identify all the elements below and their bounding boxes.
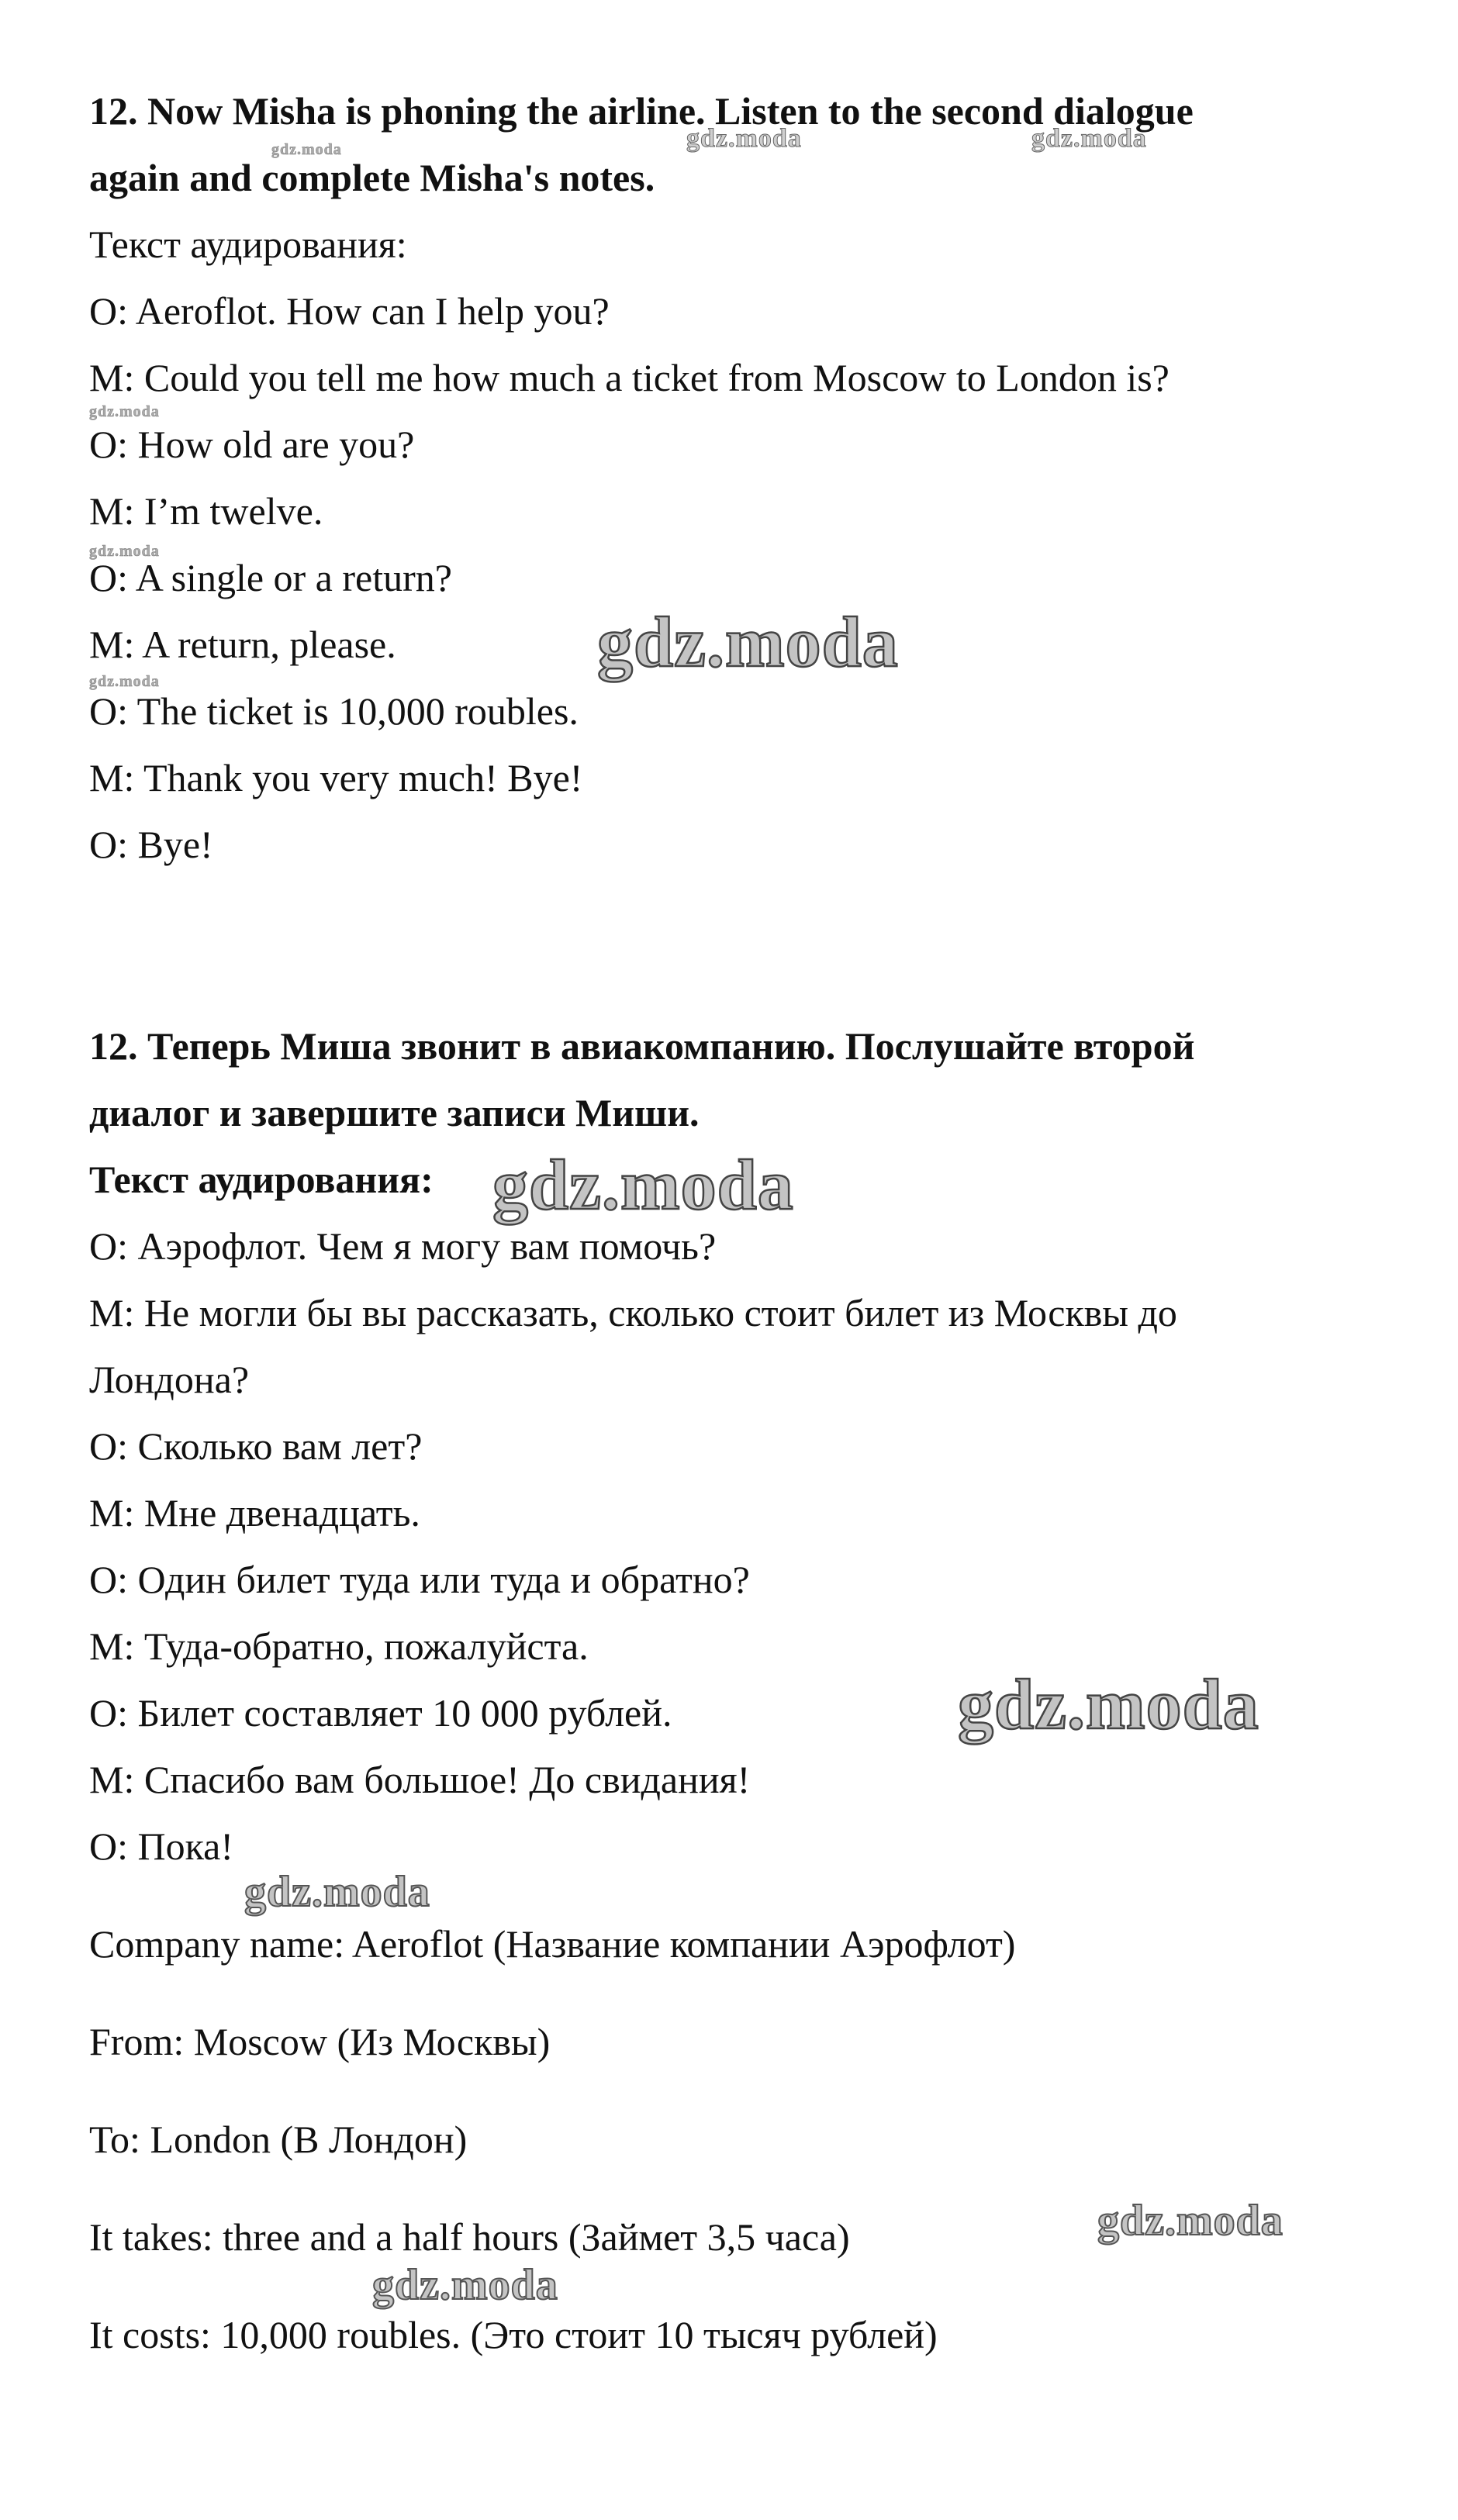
watermark: gdz.moda [372,2261,558,2309]
dialogue-line: M: A return, please. [89,623,396,666]
note-cost: It costs: 10,000 roubles. (Это стоит 10 тысяч рублей) [89,2313,938,2356]
note-company: Company name: Aeroflot (Название компании Аэрофлот) [89,1922,1016,1966]
watermark: gdz.moda [1031,124,1147,153]
watermark: gdz.moda [1097,2197,1284,2245]
note-duration: It takes: three and a half hours (Займет 3,5 часа) [89,2215,850,2259]
watermark: gdz.moda [89,673,160,690]
watermark: gdz.moda [686,124,802,153]
dialogue-line: O: How old are you? [89,423,415,466]
dialogue-line: Лондона? [89,1358,250,1401]
dialogue-line: O: Аэрофлот. Чем я могу вам помочь? [89,1224,717,1268]
dialogue-line: M: Could you tell me how much a ticket from Moscow to London is? [89,356,1170,399]
dialogue-line: M: Туда-обратно, пожалуйста. [89,1624,589,1668]
dialogue-line: O: The ticket is 10,000 roubles. [89,689,579,733]
heading-ru-line-2: диалог и завершите записи Миши. [89,1091,700,1134]
transcript-label-en: Текст аудирования: [89,223,407,266]
watermark: gdz.moda [244,1868,430,1916]
heading-en-line-1: 12. Now Misha is phoning the airline. Listen to the second dialogue [89,89,1194,133]
dialogue-line: O: Пока! [89,1824,233,1868]
dialogue-line: M: Не могли бы вы рассказать, сколько стоит билет из Москвы до [89,1291,1177,1334]
dialogue-line: M: Мне двенадцать. [89,1491,420,1534]
dialogue-line: O: A single or a return? [89,556,452,599]
dialogue-line: M: I’m twelve. [89,489,323,533]
watermark: gdz.moda [89,543,160,560]
watermark: gdz.moda [492,1145,794,1224]
dialogue-line: M: Спасибо вам большое! До свидания! [89,1758,751,1801]
dialogue-line: O: Aeroflot. How can I help you? [89,289,610,333]
dialogue-line: M: Thank you very much! Bye! [89,756,583,799]
dialogue-line: O: Билет составляет 10 000 рублей. [89,1691,672,1735]
dialogue-line: O: Один билет туда или туда и обратно? [89,1558,750,1601]
dialogue-line: O: Bye! [89,823,213,866]
watermark: gdz.moda [89,403,160,420]
heading-ru-line-1: 12. Теперь Миша звонит в авиакомпанию. Послушайте второй [89,1024,1195,1068]
watermark: gdz.moda [271,141,342,158]
watermark: gdz.moda [597,602,899,682]
transcript-label-ru: Текст аудирования: [89,1158,434,1201]
watermark: gdz.moda [958,1665,1259,1744]
dialogue-line: O: Сколько вам лет? [89,1424,423,1468]
note-from: From: Moscow (Из Москвы) [89,2020,551,2063]
heading-en-line-2: again and complete Misha's notes. [89,156,655,199]
note-to: To: London (В Лондон) [89,2118,468,2161]
